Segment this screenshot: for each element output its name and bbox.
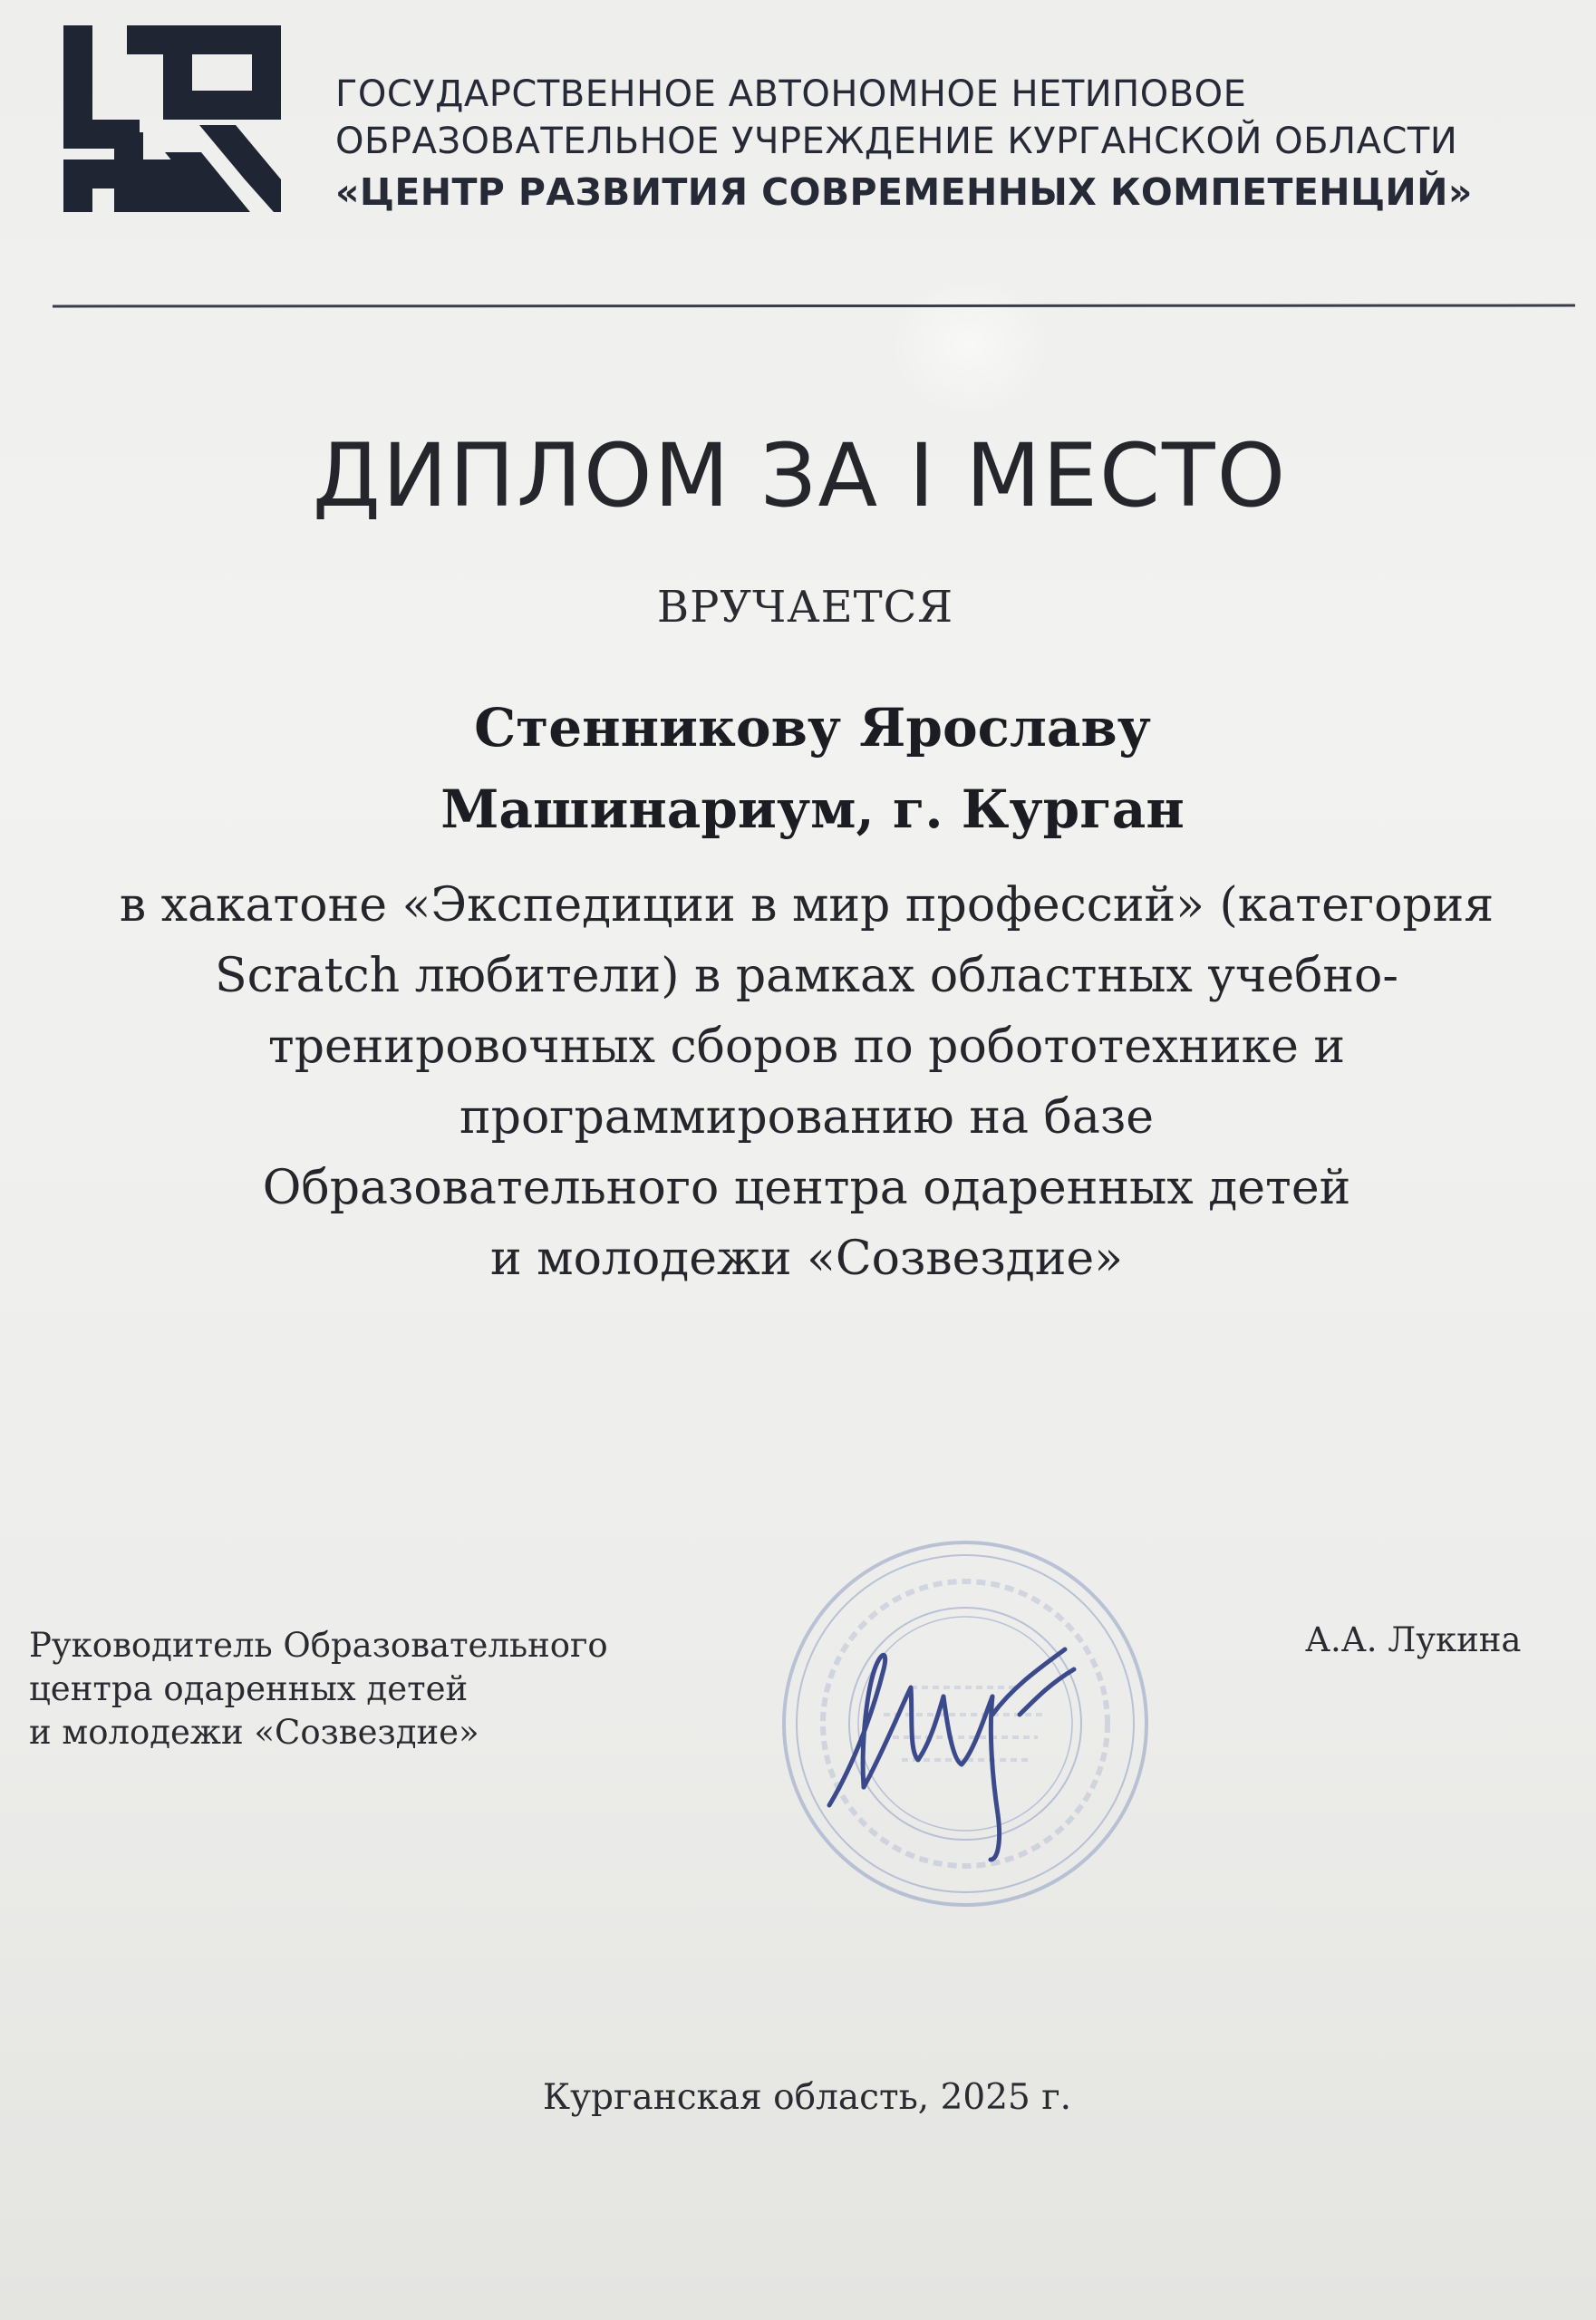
- recipient-affiliation: Машинариум, г. Курган: [440, 778, 1185, 840]
- org-line-2: ОБРАЗОВАТЕЛЬНОЕ УЧРЕЖДЕНИЕ КУРГАНСКОЙ ОБЛАСТИ: [335, 121, 1458, 162]
- description-line: Образовательного центра одаренных детей: [262, 1161, 1351, 1215]
- signer-name: А.А. Лукина: [1305, 1620, 1522, 1659]
- handwritten-signature-icon: [829, 1649, 1074, 1860]
- award-description: [73, 870, 1541, 1294]
- description-line: Scratch любители) в рамках областных учебно-: [215, 949, 1398, 1003]
- header-divider: [53, 304, 1575, 308]
- recipient-block: [0, 687, 1596, 850]
- awarded-label: ВРУЧАЕТСЯ: [656, 582, 954, 633]
- org-name: «ЦЕНТР РАЗВИТИЯ СОВРЕМЕННЫХ КОМПЕТЕНЦИЙ»: [335, 170, 1473, 214]
- signer-role-line: и молодежи «Созвездие»: [29, 1713, 479, 1752]
- description-line: тренировочных сборов по робототехнике и: [267, 1020, 1346, 1074]
- signer-role-line: Руководитель Образовательного: [29, 1626, 608, 1665]
- organization-logo-icon: [63, 25, 281, 214]
- paper-crease: [888, 272, 1051, 417]
- place-and-year: Курганская область, 2025 г.: [542, 2077, 1072, 2118]
- description-line: программированию на базе: [459, 1090, 1154, 1145]
- signer-role-line: центра одаренных детей: [29, 1669, 469, 1708]
- description-line: в хакатоне «Экспедиции в мир профессий» (категория: [119, 878, 1494, 933]
- org-line-1: ГОСУДАРСТВЕННОЕ АВТОНОМНОЕ НЕТИПОВОЕ: [335, 73, 1247, 115]
- diploma-title: ДИПЛОМ ЗА I МЕСТО: [312, 425, 1288, 527]
- signer-role: [29, 1624, 682, 1754]
- organization-header: [335, 71, 1568, 219]
- official-seal-stamp-icon: [775, 1533, 1156, 1914]
- recipient-name: Стенникову Ярославу: [474, 697, 1151, 759]
- description-line: и молодежи «Созвездие»: [489, 1232, 1124, 1286]
